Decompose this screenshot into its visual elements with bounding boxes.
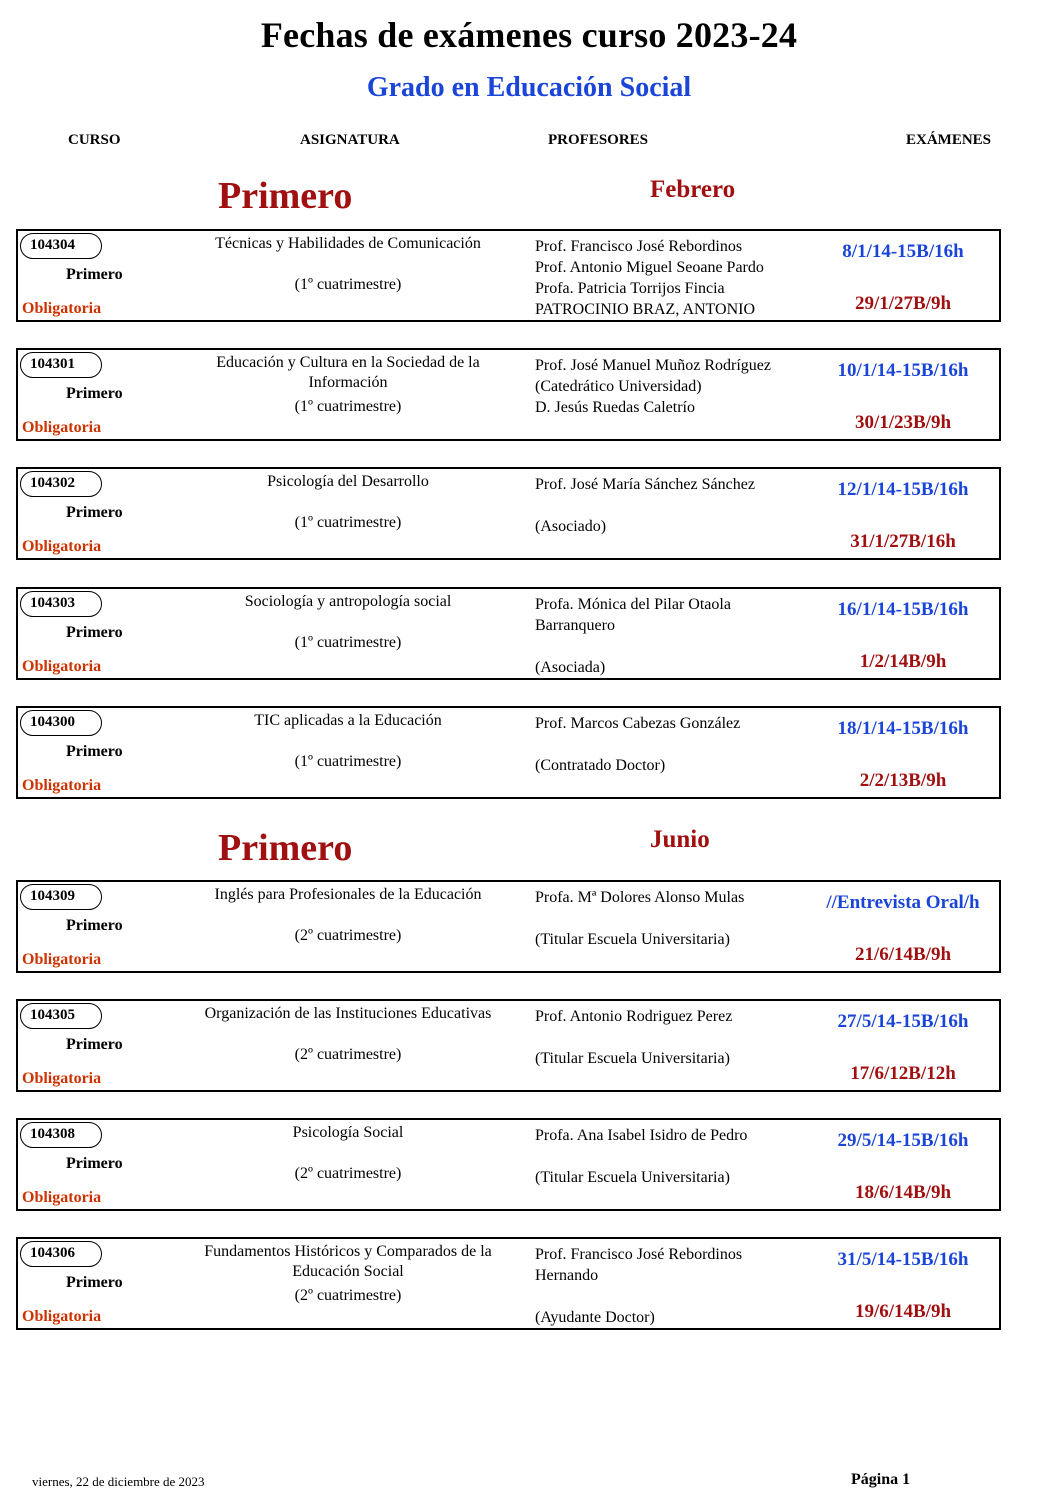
subject-semester: (1º cuatrimestre) <box>294 634 402 651</box>
subject-course: Primero <box>66 1036 123 1053</box>
subject-semester: (2º cuatrimestre) <box>294 927 402 944</box>
subject-name: Sociología y antropología social <box>244 593 452 610</box>
subject-name: TIC aplicadas a la Educación <box>254 712 442 729</box>
subject-code: 104305 <box>20 1003 102 1029</box>
subject-course: Primero <box>66 504 123 521</box>
subject-teachers: Prof. Francisco José Rebordinos Hernando (Ayudante Doctor) <box>535 1246 743 1326</box>
subject-code: 104301 <box>20 352 102 378</box>
exam-date-first: 31/5/14-15B/16h <box>837 1249 969 1270</box>
exam-date-first: 18/1/14-15B/16h <box>837 718 969 739</box>
subject-teachers: Profa. Mª Dolores Alonso Mulas (Titular Escuela Universitaria) <box>535 889 745 948</box>
column-header-teachers: PROFESORES <box>548 132 649 148</box>
subject-course: Primero <box>66 266 123 283</box>
subject-teachers: Profa. Ana Isabel Isidro de Pedro (Titular Escuela Universitaria) <box>535 1127 748 1186</box>
subject-name: Psicología del Desarrollo <box>267 473 429 490</box>
exam-date-second: 21/6/14B/9h <box>854 944 952 965</box>
subject-semester: (2º cuatrimestre) <box>294 1165 402 1182</box>
section-level: Primero <box>218 175 353 217</box>
subject-semester: (1º cuatrimestre) <box>294 276 402 293</box>
subject-semester: (1º cuatrimestre) <box>294 398 402 415</box>
exam-date-second: 19/6/14B/9h <box>854 1301 952 1322</box>
subject-course: Primero <box>66 743 123 760</box>
footer-page-number: Página 1 <box>851 1471 911 1488</box>
subject-type: Obligatoria <box>22 538 102 555</box>
subject-type: Obligatoria <box>22 300 102 317</box>
subject-card <box>16 587 1001 680</box>
column-header-exams: EXÁMENES <box>906 132 992 148</box>
exam-date-first: 16/1/14-15B/16h <box>837 599 969 620</box>
exam-date-second: 2/2/13B/9h <box>859 770 947 791</box>
subject-semester: (2º cuatrimestre) <box>294 1287 402 1304</box>
page-title: Fechas de exámenes curso 2023-24 <box>260 15 798 55</box>
subject-card <box>16 706 1001 799</box>
subject-card <box>16 229 1001 322</box>
subject-card <box>16 348 1001 441</box>
subject-name: Psicología Social <box>292 1124 404 1141</box>
subject-code: 104309 <box>20 884 102 910</box>
section-term: Febrero <box>650 176 736 203</box>
subject-course: Primero <box>66 1274 123 1291</box>
subject-teachers: Profa. Mónica del Pilar Otaola Barranquero (Asociada) <box>535 596 731 676</box>
subject-teachers: Prof. Francisco José Rebordinos Prof. Antonio Miguel Seoane Pardo Profa. Patricia Torrijos Fincia PATROCINIO BRAZ, ANTONIO <box>535 238 764 318</box>
exam-date-second: 17/6/12B/12h <box>850 1063 956 1084</box>
exam-date-first: 8/1/14-15B/16h <box>842 241 964 262</box>
exam-date-second: 30/1/23B/9h <box>854 412 952 433</box>
subject-semester: (1º cuatrimestre) <box>294 514 402 531</box>
subject-name: Fundamentos Históricos y Comparados de la Educación Social <box>204 1243 492 1280</box>
subject-type: Obligatoria <box>22 777 102 794</box>
subject-semester: (1º cuatrimestre) <box>294 753 402 770</box>
subject-semester: (2º cuatrimestre) <box>294 1046 402 1063</box>
subject-code: 104308 <box>20 1122 102 1148</box>
subject-type: Obligatoria <box>22 419 102 436</box>
subject-type: Obligatoria <box>22 951 102 968</box>
subject-name: Educación y Cultura en la Sociedad de la Información <box>216 354 480 391</box>
section-level: Primero <box>218 827 353 869</box>
section-header <box>0 174 1058 234</box>
subject-teachers: Prof. Marcos Cabezas González (Contratado Doctor) <box>535 715 741 774</box>
column-header-course: CURSO <box>68 132 121 148</box>
subject-card <box>16 1237 1001 1330</box>
subject-teachers: Prof. José Manuel Muñoz Rodríguez (Catedrático Universidad) D. Jesús Ruedas Caletrío <box>535 357 771 416</box>
subject-course: Primero <box>66 385 123 402</box>
subject-card <box>16 1118 1001 1211</box>
exam-date-first: 10/1/14-15B/16h <box>837 360 969 381</box>
subject-type: Obligatoria <box>22 658 102 675</box>
section-header <box>0 826 1058 886</box>
degree-subtitle: Grado en Educación Social <box>366 72 692 103</box>
subject-card <box>16 999 1001 1092</box>
subject-code: 104302 <box>20 471 102 497</box>
subject-course: Primero <box>66 624 123 641</box>
exam-date-second: 1/2/14B/9h <box>859 651 947 672</box>
subject-teachers: Prof. José María Sánchez Sánchez (Asociado) <box>535 476 755 535</box>
subject-code: 104303 <box>20 591 102 617</box>
subject-card <box>16 467 1001 560</box>
subject-name: Técnicas y Habilidades de Comunicación <box>215 235 481 252</box>
exam-date-first: 29/5/14-15B/16h <box>837 1130 969 1151</box>
exam-date-second: 29/1/27B/9h <box>854 293 952 314</box>
subject-type: Obligatoria <box>22 1189 102 1206</box>
exam-date-second: 31/1/27B/16h <box>850 531 956 552</box>
subject-type: Obligatoria <box>22 1308 102 1325</box>
subject-course: Primero <box>66 917 123 934</box>
exam-date-first: 12/1/14-15B/16h <box>837 479 969 500</box>
column-header-subject: ASIGNATURA <box>300 132 400 148</box>
footer-date: viernes, 22 de diciembre de 2023 <box>32 1474 205 1489</box>
subject-code: 104304 <box>20 233 102 259</box>
exam-date-first: //Entrevista Oral/h <box>826 892 980 913</box>
subject-course: Primero <box>66 1155 123 1172</box>
exam-date-second: 18/6/14B/9h <box>854 1182 952 1203</box>
section-term: Junio <box>650 826 710 853</box>
exam-date-first: 27/5/14-15B/16h <box>837 1011 969 1032</box>
subject-type: Obligatoria <box>22 1070 102 1087</box>
subject-name: Organización de las Instituciones Educativas <box>204 1005 492 1022</box>
subject-name: Inglés para Profesionales de la Educación <box>214 886 482 903</box>
subject-card <box>16 880 1001 973</box>
subject-teachers: Prof. Antonio Rodriguez Perez (Titular Escuela Universitaria) <box>535 1008 733 1067</box>
subject-code: 104306 <box>20 1241 102 1267</box>
subject-code: 104300 <box>20 710 102 736</box>
